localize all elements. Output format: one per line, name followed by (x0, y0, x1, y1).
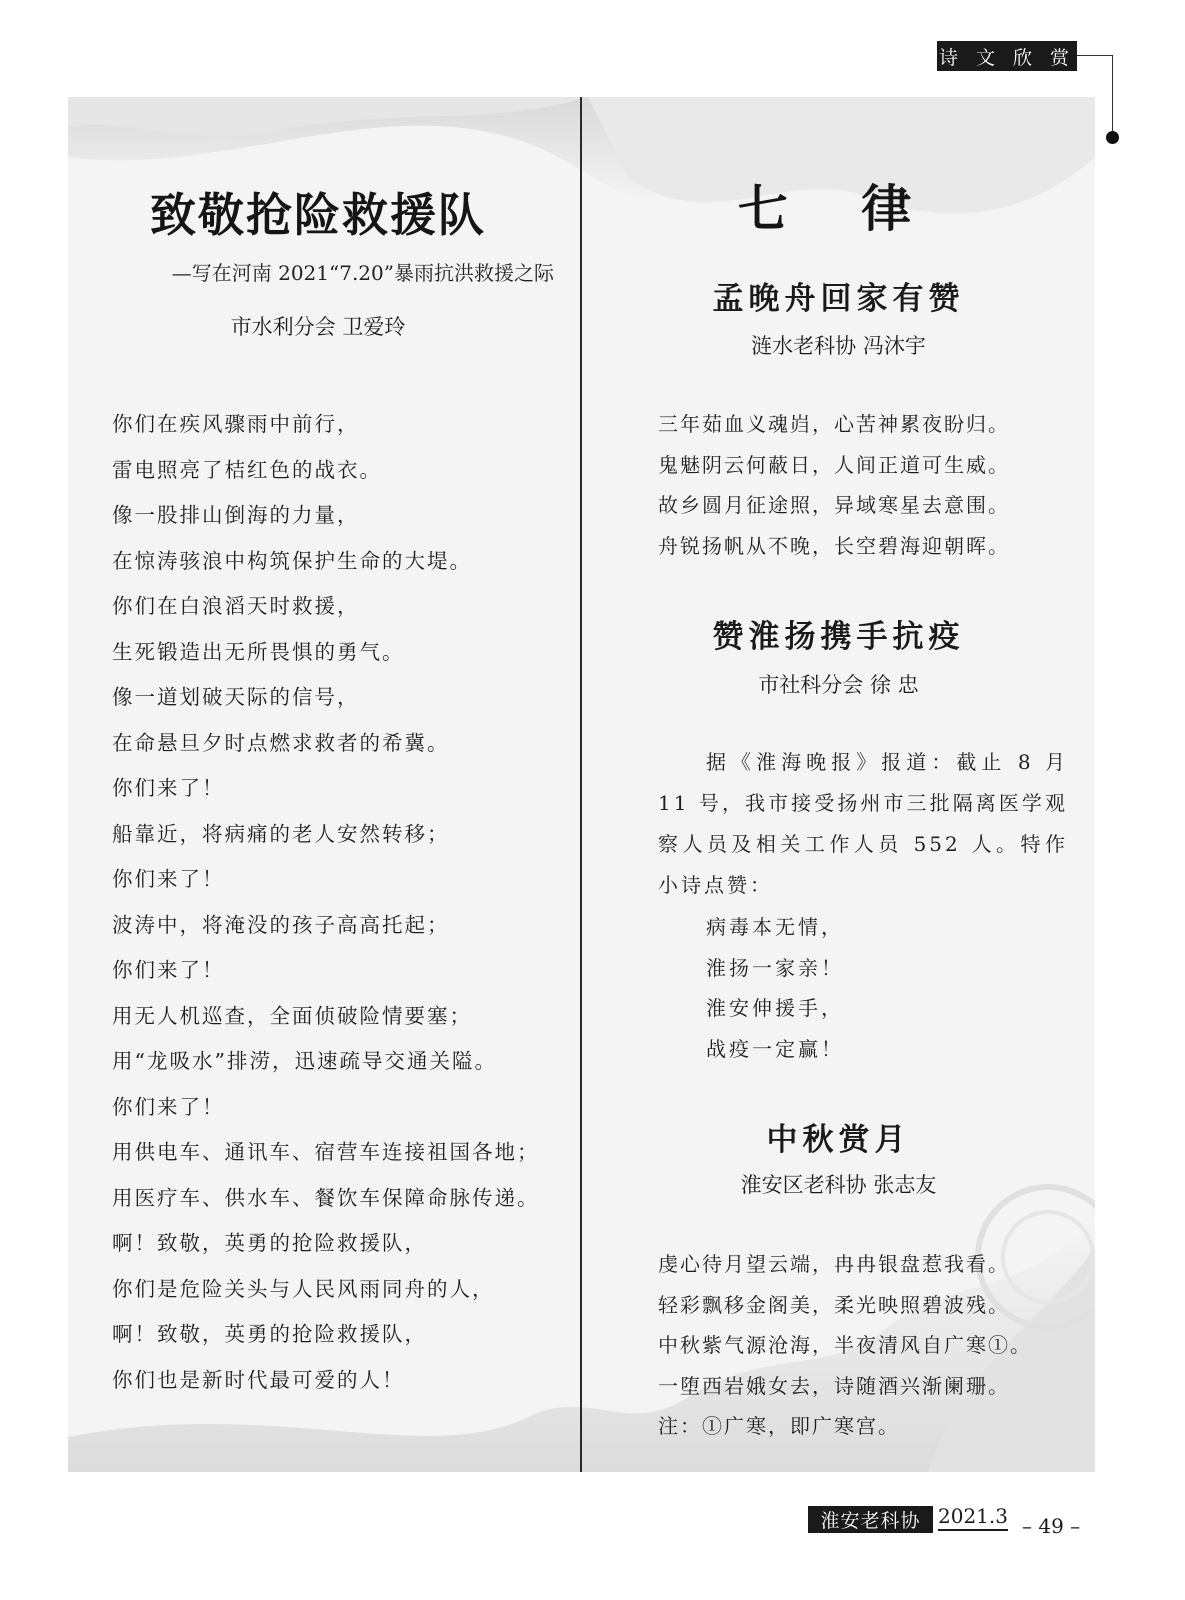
poem-line: 在惊涛骇浪中构筑保护生命的大堤。 (112, 548, 472, 573)
verse-line: 战疫一定赢！ (706, 1036, 844, 1061)
poem-line: 在命悬旦夕时点燃求救者的希冀。 (112, 730, 450, 755)
verse-line: 淮安伸援手， (706, 996, 844, 1020)
poem-line: 你们在疾风骤雨中前行， (112, 412, 360, 436)
poem-line: 用“龙吸水”排涝，迅速疏导交通关隘。 (112, 1049, 497, 1073)
poem-line: 像一道划破天际的信号， (112, 685, 360, 709)
right-column (582, 97, 1095, 1472)
piece2-author: 市社科分会 徐 忠 (758, 673, 919, 697)
left-column (68, 97, 580, 1472)
poem-line: 用无人机巡查，全面侦破险情要塞； (112, 1003, 472, 1028)
verse-line: 轻彩飘移金阁美，柔光映照碧波残。 (658, 1292, 1010, 1317)
poem-line: 用供电车、通讯车、宿营车连接祖国各地； (112, 1140, 540, 1164)
verse-line: 故乡圆月征途照，异域寒星去意围。 (658, 493, 1010, 517)
poem-line: 啊！致敬，英勇的抢险救援队， (112, 1231, 427, 1255)
section-tag: 诗 文 欣 赏 (937, 41, 1077, 71)
verse-line: 虔心待月望云端，冉冉银盘惹我看。 (658, 1252, 1010, 1276)
tag-rule-horizontal (1077, 55, 1113, 56)
piece1-author: 涟水老科协 冯沐宇 (751, 334, 926, 358)
poem-line: 你们来了！ (112, 958, 225, 982)
piece2-title: 赞淮扬携手抗疫 (712, 619, 965, 655)
verse-line: 淮扬一家亲！ (706, 955, 844, 980)
poem-body (112, 402, 572, 1403)
verse-line: 一堕西岩娥女去，诗随酒兴渐阑珊。 (658, 1373, 1010, 1398)
verse-line: 舟锐扬帆从不晚，长空碧海迎朝晖。 (658, 533, 1010, 558)
poem-line: 啊！致敬，英勇的抢险救援队， (112, 1322, 427, 1346)
piece1-title: 孟晚舟回家有赞 (712, 281, 965, 317)
page-number: – 49 – (1022, 1514, 1081, 1538)
piece3-title: 中秋赏月 (766, 1122, 911, 1158)
poem-line: 你们是危险关头与人民风雨同舟的人， (112, 1276, 495, 1301)
poem-line: 用医疗车、供水车、餐饮车保障命脉传递。 (112, 1185, 540, 1210)
poem-author: 市水利分会 卫爱玲 (230, 315, 406, 339)
poem-line: 船靠近，将病痛的老人安然转移； (112, 821, 450, 846)
verse-line: 病毒本无情， (706, 915, 844, 939)
piece1-verse (658, 404, 1078, 566)
poem-line: 你们在白浪滔天时救援， (112, 594, 360, 618)
poem-line: 你们来了！ (112, 867, 225, 891)
footer-issue: 2021.3 (938, 1504, 1008, 1531)
piece2-verse (706, 907, 1006, 1069)
poem-line: 生死锻造出无所畏惧的勇气。 (112, 639, 405, 664)
poem-line: 你们来了！ (112, 1094, 225, 1119)
footer-magazine: 淮安老科协 (808, 1506, 933, 1533)
poem-line: 你们也是新时代最可爱的人！ (112, 1367, 405, 1392)
poem-line: 波涛中，将淹没的孩子高高托起； (112, 912, 450, 937)
verse-line: 中秋紫气源沧海，半夜清风自广寒①。 (658, 1333, 1032, 1357)
tag-dot (1106, 131, 1119, 144)
piece3-verse (658, 1244, 1078, 1447)
section-title: 七 律 (737, 179, 940, 238)
poem-title: 致敬抢险救援队 (150, 188, 486, 242)
verse-line: 三年茹血义魂岿，心苦神累夜盼归。 (658, 412, 1010, 436)
piece3-author: 淮安区老科协 张志友 (740, 1173, 937, 1197)
piece2-prose: 据《淮海晚报》报道：截止 8 月 11 号，我市接受扬州市三批隔离医学观察人员及相关工作人员 552 人。特作小诗点赞： (658, 750, 1068, 897)
poem-subtitle: —写在河南 2021“7.20”暴雨抗洪救援之际 (171, 261, 554, 285)
poem-line: 像一股排山倒海的力量， (112, 503, 360, 527)
tag-rule-vertical (1112, 55, 1113, 135)
poem-line: 你们来了！ (112, 776, 225, 800)
verse-line: 鬼魅阴云何蔽日，人间正道可生威。 (658, 452, 1010, 477)
poem-line: 雷电照亮了桔红色的战衣。 (112, 457, 382, 482)
verse-note: 注：①广寒，即广寒宫。 (658, 1414, 900, 1438)
